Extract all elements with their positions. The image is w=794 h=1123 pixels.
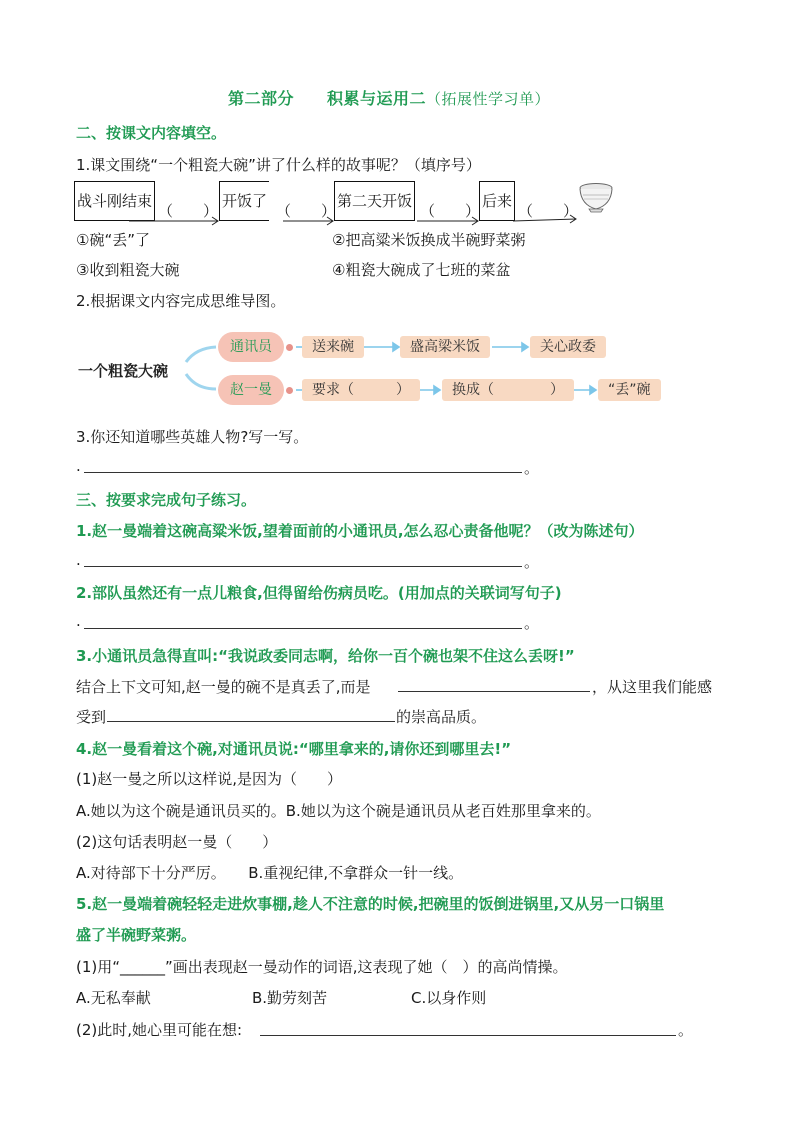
s3-q2-end: 。 [524,614,540,632]
s3-q4-sub2: (2)这句话表明赵一曼（ ） [76,833,278,851]
branch-label-zhaoyiman: 赵一曼 [218,375,284,405]
s3-q5-opt-c: C.以身作则 [411,989,487,1007]
step-blank-2[interactable]: （ ） [276,202,337,220]
step-box-2: 开饭了 [219,181,269,221]
s3-q5-opt-b: B.勤劳刻苦 [252,989,328,1007]
s3-q1-lead: . [76,551,81,569]
option-1: ①碗“丢”了 [76,231,150,249]
s3-q4-sub1-options: A.她以为这个碗是通讯员买的。B.她以为这个碗是通讯员从老百姓那里拿来的。 [76,802,601,820]
section2-heading: 二、按课文内容填空。 [76,124,227,142]
s3-q2-text: 2.部队虽然还有一点儿粮食,但得留给伤病员吃。(用加点的关联词写句子) [76,584,562,602]
title-sub: （拓展性学习单） [426,90,551,108]
s2-q3-lead: . [76,457,81,475]
branch-curve-bottom [186,374,216,389]
node-guanxinzhengwei: 关心政委 [530,336,606,358]
s3-q5-quote-line2: 盛了半碗野菜粥。 [76,926,197,944]
mindmap-connectors [0,0,794,420]
s2-q3-end: 。 [524,459,540,477]
s3-q3-blank1[interactable] [398,691,590,692]
step-box-1: 战斗刚结束 [74,181,155,221]
s3-q5-end: 。 [678,1021,694,1039]
s3-q1-text: 1.赵一曼端着这碗高粱米饭,望着面前的小通讯员,怎么忍心责备他呢？（改为陈述句） [76,522,644,540]
s3-q3-line2a: 受到 [76,708,107,726]
s3-q2-lead: . [76,612,81,630]
s2-q3-text: 3.你还知道哪些英雄人物?写一写。 [76,428,309,446]
s3-q3-blank2[interactable] [107,721,395,722]
node-diuwan: “丢”碗 [598,379,661,401]
s2-q1-text: 1.课文围绕“一个粗瓷大碗”讲了什么样的故事呢？（填序号） [76,156,481,174]
s3-q3-line1a: 结合上下文可知,赵一曼的碗不是真丢了,而是 [76,678,371,696]
option-2: ②把高粱米饭换成半碗野菜粥 [332,231,526,249]
node-yaoqiu[interactable]: 要求（ ） [302,379,420,401]
s2-q3-answer-line[interactable] [84,472,522,473]
s3-q2-answer-line[interactable] [84,628,522,629]
s3-q3-line2b: 的崇高品质。 [396,708,487,726]
s3-q4-sub1: (1)赵一曼之所以这样说,是因为（ ） [76,770,343,788]
s3-q5-sub1: (1)用“______”画出表现赵一曼动作的词语,这表现了她（ ）的高尚情操。 [76,958,568,976]
mindmap-root: 一个粗瓷大碗 [78,362,169,380]
s3-q5-quote-line1: 5.赵一曼端着碗轻轻走进炊事棚,趁人不注意的时候,把碗里的饭倒进锅里,又从另一口锅里 [76,895,665,913]
s3-q5-sub2: (2)此时,她心里可能在想: [76,1021,243,1039]
node-songlaiwan: 送来碗 [302,336,364,358]
branch-curve-top [186,347,216,362]
s2-q2-text: 2.根据课文内容完成思维导图。 [76,292,286,310]
branch-dot-1 [286,344,293,351]
s3-q5-answer-line[interactable] [260,1035,676,1036]
s3-q4-sub2-options: A.对待部下十分严厉。 B.重视纪律,不拿群众一针一线。 [76,864,464,882]
s3-q3-line1b: ，从这里我们能感 [592,678,713,696]
step-box-3: 第二天开饭 [334,181,415,221]
branch-dot-2 [286,387,293,394]
section3-heading: 三、按要求完成句子练习。 [76,491,257,509]
option-3: ③收到粗瓷大碗 [76,261,180,279]
step-blank-4[interactable]: （ ） [518,202,579,220]
s3-q3-quote: 3.小通讯员急得直叫:“我说政委同志啊，给你一百个碗也架不住这么丢呀!” [76,647,575,665]
s3-q5-opt-a: A.无私奉献 [76,989,151,1007]
branch-label-tongxunyuan: 通讯员 [218,332,284,362]
step-blank-3[interactable]: （ ） [420,202,481,220]
node-huancheng[interactable]: 换成（ ） [442,379,574,401]
step-box-4: 后来 [479,181,515,221]
s3-q1-end: 。 [524,553,540,571]
s3-q4-quote: 4.赵一曼看着这个碗,对通讯员说:“哪里拿来的,请你还到哪里去!” [76,740,512,758]
s3-q1-answer-line[interactable] [84,566,522,567]
node-shenggaoliang: 盛高梁米饭 [400,336,490,358]
title-main: 第二部分 积累与运用二 [228,89,427,108]
step-blank-1[interactable]: （ ） [158,202,219,220]
option-4: ④粗瓷大碗成了七班的菜盆 [332,261,511,279]
